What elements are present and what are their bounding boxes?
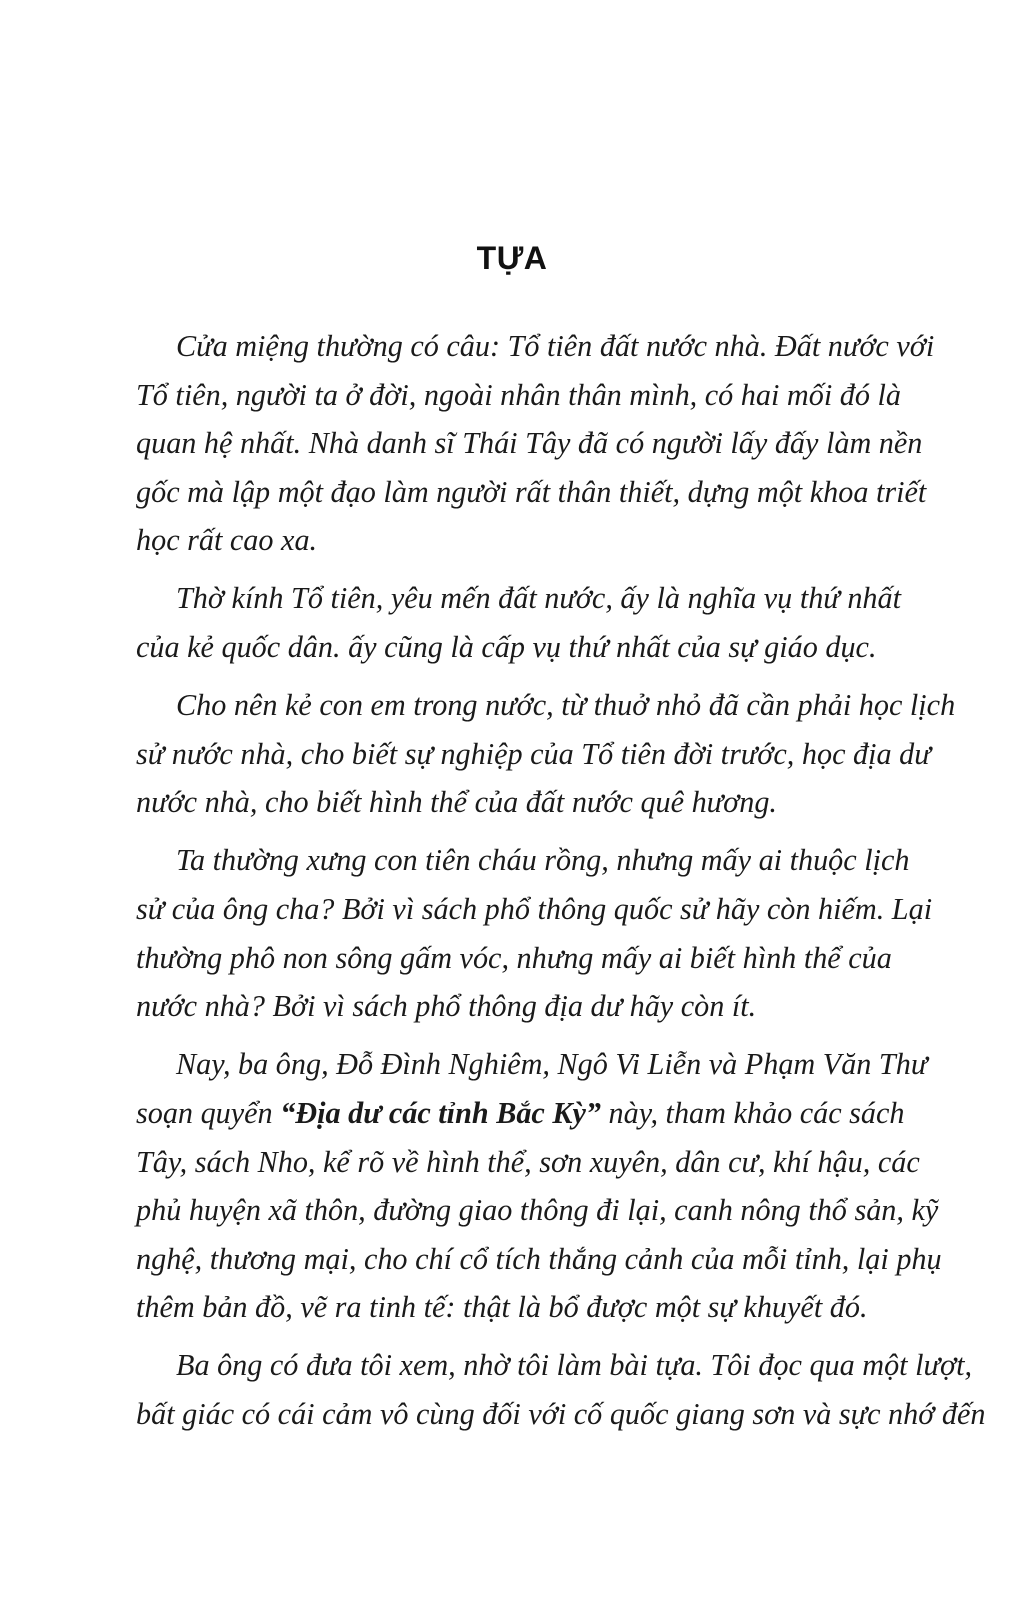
text-line: bất giác có cái cảm vô cùng đối với cố quốc giang sơn và sực nhớ đến [136, 1396, 986, 1431]
text-line: Tây, sách Nho, kể rõ về hình thể, sơn xuyên, dân cư, khí hậu, các [136, 1144, 920, 1179]
preface-body [136, 322, 986, 1448]
page-title: TỰA [476, 240, 548, 276]
book-title: “Địa dư các tỉnh Bắc Kỳ” [280, 1095, 601, 1130]
text-line: Ta thường xưng con tiên cháu rồng, nhưng mấy ai thuộc lịch [176, 843, 910, 878]
text-line: Tổ tiên, người ta ở đời, ngoài nhân thân mình, có hai mối đó là [136, 377, 901, 412]
paragraph-2 [136, 574, 901, 671]
text-line: nước nhà, cho biết hình thể của đất nước quê hương. [136, 785, 777, 820]
text-line-with-book-title [136, 1089, 905, 1138]
text-line: thường phô non sông gấm vóc, nhưng mấy ai biết hình thể của [136, 940, 892, 975]
text-fragment: soạn quyển [136, 1095, 281, 1130]
text-fragment: này, tham khảo các sách [601, 1095, 905, 1130]
text-line: của kẻ quốc dân. ấy cũng là cấp vụ thứ nhất của sự giáo dục. [136, 630, 877, 665]
text-line: thêm bản đồ, vẽ ra tinh tế: thật là bổ được một sự khuyết đó. [136, 1290, 868, 1325]
paragraph-6 [136, 1341, 986, 1438]
text-line: quan hệ nhất. Nhà danh sĩ Thái Tây đã có người lấy đấy làm nền [136, 426, 923, 461]
text-line: phủ huyện xã thôn, đường giao thông đi lại, canh nông thổ sản, kỹ [136, 1193, 939, 1228]
paragraph-3 [136, 681, 956, 827]
paragraph-1 [136, 322, 935, 565]
text-line: gốc mà lập một đạo làm người rất thân thiết, dựng một khoa triết [136, 474, 927, 509]
paragraph-4 [136, 836, 933, 1030]
text-line: Ba ông có đưa tôi xem, nhờ tôi làm bài tựa. Tôi đọc qua một lượt, [176, 1348, 973, 1383]
text-line: Cửa miệng thường có câu: Tổ tiên đất nước nhà. Đất nước với [176, 329, 935, 363]
text-line: nghệ, thương mại, cho chí cổ tích thắng cảnh của mỗi tỉnh, lại phụ [136, 1241, 942, 1276]
paragraph-5 [136, 1040, 942, 1332]
text-line: sử của ông cha? Bởi vì sách phổ thông quốc sử hãy còn hiếm. Lại [136, 892, 933, 927]
text-line: sử nước nhà, cho biết sự nghiệp của Tổ tiên đời trước, học địa dư [136, 736, 931, 771]
text-line: học rất cao xa. [136, 523, 318, 558]
text-line: Nay, ba ông, Đỗ Đình Nghiêm, Ngô Vi Liễn và Phạm Văn Thư [176, 1047, 928, 1082]
text-line: nước nhà? Bởi vì sách phổ thông địa dư hãy còn ít. [136, 989, 757, 1024]
text-line: Thờ kính Tổ tiên, yêu mến đất nước, ấy là nghĩa vụ thứ nhất [176, 581, 901, 616]
text-line: Cho nên kẻ con em trong nước, từ thuở nhỏ đã cần phải học lịch [176, 688, 956, 723]
